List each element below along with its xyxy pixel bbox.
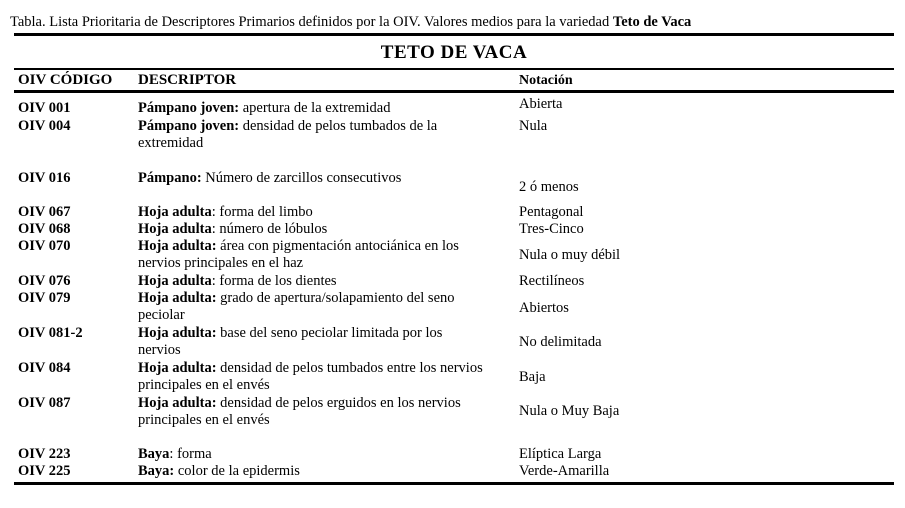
bottom-rule xyxy=(14,482,894,485)
row-notation: Abierta xyxy=(519,96,563,112)
row-text: densidad de pelos tumbados de la extremidad xyxy=(138,118,438,151)
row-code: OIV 004 xyxy=(18,118,71,134)
row-organ: Hoja adulta: xyxy=(138,238,217,254)
row-code: OIV 225 xyxy=(18,463,71,479)
row-notation: Rectilíneos xyxy=(519,273,585,289)
row-code: OIV 081-2 xyxy=(18,325,83,341)
row-organ: Hoja adulta: xyxy=(138,395,217,411)
row-notation: Abiertos xyxy=(519,300,569,316)
row-code: OIV 016 xyxy=(18,170,71,186)
row-descriptor xyxy=(138,273,508,290)
row-code: OIV 001 xyxy=(18,100,71,116)
header-descriptor: DESCRIPTOR xyxy=(138,72,237,88)
row-organ: Hoja adulta xyxy=(138,221,212,237)
row-descriptor xyxy=(138,118,468,152)
row-notation: Verde-Amarilla xyxy=(519,463,610,479)
row-code: OIV 079 xyxy=(18,290,71,306)
row-text: : forma xyxy=(169,446,212,462)
header-notation: Notación xyxy=(519,73,573,88)
row-text: densidad de pelos erguidos en los nervios principales en el envés xyxy=(138,395,461,428)
caption-prefix: Tabla. Lista Prioritaria de Descriptores Primarios definidos por la OIV. Valores medios para la variedad xyxy=(10,14,613,30)
row-text: Número de zarcillos consecutivos xyxy=(201,170,402,186)
row-descriptor xyxy=(138,325,473,359)
row-text: densidad de pelos tumbados entre los nervios principales en el envés xyxy=(138,360,483,393)
row-descriptor xyxy=(138,395,498,429)
row-code: OIV 076 xyxy=(18,273,71,289)
row-organ: Pámpano joven: xyxy=(138,118,240,134)
row-text: base del seno peciolar limitada por los nervios xyxy=(138,325,443,358)
row-text: color de la epidermis xyxy=(174,463,300,479)
row-notation: No delimitada xyxy=(519,334,602,350)
row-text: : número de lóbulos xyxy=(211,221,328,237)
row-notation: Pentagonal xyxy=(519,204,584,220)
row-organ: Pámpano: xyxy=(138,170,202,186)
row-organ: Hoja adulta xyxy=(138,273,212,289)
row-text: área con pigmentación antociánica en los nervios principales en el haz xyxy=(138,238,459,271)
row-notation: Nula xyxy=(519,118,548,134)
row-organ: Baya xyxy=(138,446,170,462)
row-code: OIV 087 xyxy=(18,395,71,411)
row-descriptor xyxy=(138,204,508,221)
row-code: OIV 067 xyxy=(18,204,71,220)
header-code: OIV CÓDIGO xyxy=(18,72,113,88)
table-caption xyxy=(10,14,691,31)
row-descriptor xyxy=(138,100,508,117)
row-notation: Nula o muy débil xyxy=(519,247,621,263)
row-descriptor xyxy=(138,290,493,324)
row-descriptor xyxy=(138,360,513,394)
row-descriptor xyxy=(138,446,508,463)
row-text: : forma del limbo xyxy=(211,204,313,220)
row-text: apertura de la extremidad xyxy=(239,100,391,116)
row-organ: Pámpano joven: xyxy=(138,100,240,116)
row-text: grado de apertura/solapamiento del seno peciolar xyxy=(138,290,455,323)
row-notation: Nula o Muy Baja xyxy=(519,403,620,419)
row-code: OIV 070 xyxy=(18,238,71,254)
row-organ: Hoja adulta: xyxy=(138,290,217,306)
row-organ: Hoja adulta: xyxy=(138,325,217,341)
row-code: OIV 223 xyxy=(18,446,71,462)
row-organ: Hoja adulta xyxy=(138,204,212,220)
row-descriptor xyxy=(138,238,493,272)
top-rule xyxy=(14,33,894,36)
row-text: : forma de los dientes xyxy=(211,273,337,289)
row-code: OIV 068 xyxy=(18,221,71,237)
caption-variety: Teto de Vaca xyxy=(612,14,692,30)
table-title: TETO DE VACA xyxy=(380,42,528,63)
header-top-rule xyxy=(14,68,894,70)
row-notation: Tres-Cinco xyxy=(519,221,584,237)
row-notation: Baja xyxy=(519,369,546,385)
row-notation: Elíptica Larga xyxy=(519,446,602,462)
row-code: OIV 084 xyxy=(18,360,71,376)
row-organ: Hoja adulta: xyxy=(138,360,217,376)
row-descriptor xyxy=(138,463,508,480)
row-descriptor xyxy=(138,221,508,238)
header-bottom-rule xyxy=(14,90,894,93)
row-notation: 2 ó menos xyxy=(519,179,579,195)
row-organ: Baya: xyxy=(138,463,175,479)
row-descriptor xyxy=(138,170,508,187)
